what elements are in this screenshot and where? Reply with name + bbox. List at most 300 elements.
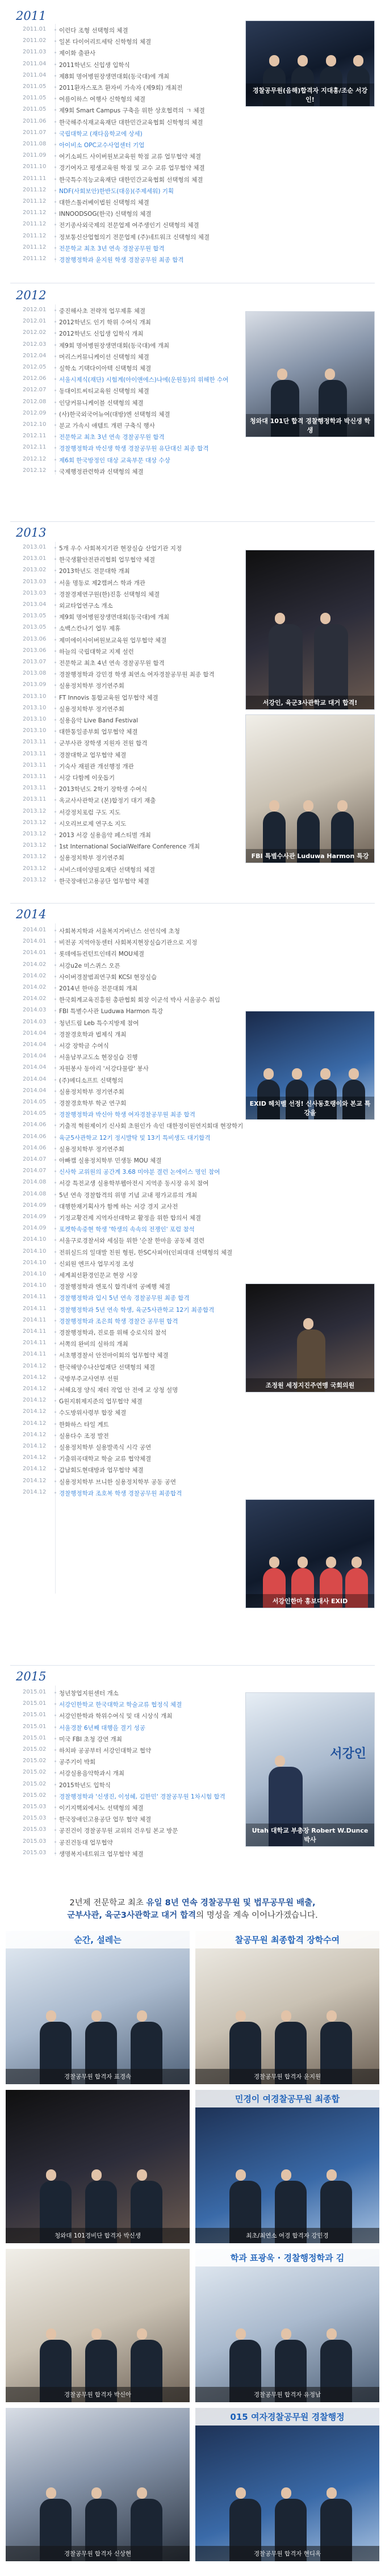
timeline-text: 제8회 명어병원장생면대회(동국대)에 개최 xyxy=(59,73,169,80)
timeline-item xyxy=(0,1155,385,1166)
timeline-text: 서울경찰 6년째 대행을 결기 성공 xyxy=(59,1724,145,1732)
timeline-text: 서강인한학교 한국대학교 학술교류 협정식 체결 xyxy=(59,1701,182,1709)
gallery-photo xyxy=(195,2249,379,2402)
timeline-dot xyxy=(55,367,56,369)
timeline-item xyxy=(0,1235,385,1247)
timeline-date: 2011.09 xyxy=(23,152,47,159)
timeline-dot xyxy=(55,29,56,31)
timeline-date: 2012.10 xyxy=(23,421,47,428)
timeline-text: 경찰행정학과 조호복 학생 경찰공무원 최종합격 xyxy=(59,1490,182,1497)
photo-2013-fbi-caption: FBI 특별수사관 Luduwa Harmon 특강 xyxy=(246,849,374,863)
timeline-dot xyxy=(55,1124,56,1126)
timeline-date: 2014.10 xyxy=(23,1248,47,1254)
gallery-label: 경찰공무원 합격자 표경속 xyxy=(6,2069,190,2084)
timeline-date: 2012.09 xyxy=(23,409,47,416)
timeline-text: FBI 특별수사관 Luduwa Harmon 특강 xyxy=(59,1008,164,1015)
timeline-dot xyxy=(55,1852,56,1854)
promo-line1-b: 유일 8년 연속 경찰공무원 및 법무공무원 배출, xyxy=(146,1898,316,1908)
promo-line2-a: 군부사관, 육군3사관학교 대거 합격 xyxy=(67,1911,196,1920)
timeline-date: 2012.06 xyxy=(23,375,47,382)
timeline-date: 2014.12 xyxy=(23,1374,47,1381)
year-2012: 2012 xyxy=(16,288,47,302)
gallery-label: 경찰공무원 합격자 신상현 xyxy=(6,2546,190,2561)
timeline-date: 2014.12 xyxy=(23,1477,47,1484)
timeline-dot xyxy=(55,1044,56,1046)
timeline-dot xyxy=(55,1806,56,1808)
timeline-text: 국방부주교사연부 선원 xyxy=(59,1375,119,1382)
timeline-date: 2013.01 xyxy=(23,544,47,550)
timeline-text: 서강인한학과 학위수여식 및 대 시상식 개최 xyxy=(59,1713,173,1720)
timeline-text: 분교 가속시 애템트 개편 구축식 행사 xyxy=(59,423,155,429)
timeline-text: 실용정치학부 브니한 실용정치학부 공동 공연 xyxy=(59,1478,177,1486)
timeline-date: 2015.01 xyxy=(23,1712,47,1718)
timeline-dot xyxy=(55,75,56,77)
timeline-dot xyxy=(55,247,56,249)
timeline-date: 2014.04 xyxy=(23,1053,47,1060)
timeline-text: 국립대학교 (재다음학교에 상세) xyxy=(59,130,143,137)
timeline-date: 2013.11 xyxy=(23,739,47,746)
timeline-dot xyxy=(55,1738,56,1739)
timeline-dot xyxy=(55,673,56,675)
timeline-date: 2015.02 xyxy=(23,1792,47,1799)
timeline-date: 2014.02 xyxy=(23,984,47,990)
year-2013: 2013 xyxy=(16,526,47,540)
timeline-item xyxy=(0,864,385,876)
timeline-dot xyxy=(55,788,56,789)
timeline-date: 2012.05 xyxy=(23,364,47,370)
timeline-dot xyxy=(55,1182,56,1184)
timeline-date: 2011.02 xyxy=(23,37,47,44)
timeline-item xyxy=(0,466,385,478)
timeline-dot xyxy=(55,582,56,583)
gallery-banner: 015 여자경찰공무원 경찰행정 xyxy=(195,2408,379,2426)
timeline-dot xyxy=(55,822,56,824)
timeline-text: 하늘의 국립대학교 지제 설런 xyxy=(59,648,134,655)
timeline-date: 2011.12 xyxy=(23,210,47,216)
timeline-dot xyxy=(55,754,56,755)
timeline-text: 수도방위사령부 합장 체결 xyxy=(59,1410,127,1417)
timeline-text: FT Innovis 통합교육원 업무협약 체결 xyxy=(59,694,158,701)
timeline-date: 2011.04 xyxy=(23,72,47,78)
timeline-date: 2011.04 xyxy=(23,60,47,67)
timeline-item xyxy=(0,1258,385,1270)
timeline-text: 하치파 공공부터 서강인대학교 협약 xyxy=(59,1747,152,1754)
year-divider xyxy=(10,521,375,522)
timeline-dot xyxy=(55,930,56,931)
timeline-dot xyxy=(55,321,56,323)
timeline-dot xyxy=(55,447,56,449)
timeline-dot xyxy=(55,1194,56,1195)
timeline-dot xyxy=(55,258,56,260)
timeline-text: 경찰행정학과 조은희 학생 경찰간 공무원 합격 xyxy=(59,1318,178,1325)
timeline-date: 2011.10 xyxy=(23,164,47,170)
timeline-date: 2014.12 xyxy=(23,1431,47,1438)
timeline-dot xyxy=(55,976,56,977)
timeline-item xyxy=(0,1849,385,1860)
timeline-text: 한국해주식재교육재단 대한민간교육협회 신학형의 체결 xyxy=(59,119,203,126)
timeline-date: 2014.12 xyxy=(23,1454,47,1461)
timeline-dot xyxy=(55,1818,56,1820)
timeline-item xyxy=(0,1120,385,1132)
timeline-item xyxy=(0,208,385,220)
timeline-dot xyxy=(55,880,56,881)
timeline-text: 외교타업연구소 개소 xyxy=(59,603,113,609)
timeline-text: 포켓학속중현 학생 '학생의 속속의 전쟁인' 포럼 참석 xyxy=(59,1226,195,1233)
photo-2013-caption: 서강인, 육군3사관학교 대거 합격! xyxy=(246,696,374,709)
timeline-dot xyxy=(55,1285,56,1287)
timeline-date: 2012.03 xyxy=(23,341,47,348)
timeline-dot xyxy=(55,1772,56,1774)
timeline-item xyxy=(0,1224,385,1235)
timeline-dot xyxy=(55,64,56,65)
timeline-date: 2015.03 xyxy=(23,1826,47,1833)
timeline-date: 2015.02 xyxy=(23,1746,47,1753)
timeline-date: 2015.03 xyxy=(23,1849,47,1856)
timeline-item xyxy=(0,1431,385,1442)
timeline-item xyxy=(0,232,385,243)
timeline-item xyxy=(0,1201,385,1212)
timeline-text: 경찰행정학과 입시 5년 연속 경찰공무원 최종 합격 xyxy=(59,1295,190,1302)
timeline-dot xyxy=(55,470,56,472)
timeline-dot xyxy=(55,236,56,237)
timeline-text: 실용정치학부 정기연주회 xyxy=(59,1088,124,1095)
timeline-dot xyxy=(55,998,56,1000)
timeline-text: 서울 명동로 제2캠퍼스 학과 개관 xyxy=(59,579,145,587)
timeline-text: 2013학년도 2학기 장학생 수여식 xyxy=(59,786,147,793)
timeline-item xyxy=(0,117,385,128)
timeline-dot xyxy=(55,627,56,629)
timeline-text: 1st International SocialWelfare Conference 개최 xyxy=(59,843,200,851)
timeline-dot xyxy=(55,742,56,743)
gallery-label: 경찰공무원 합격자 유정남 xyxy=(195,2387,379,2402)
timeline-dot xyxy=(55,1239,56,1241)
timeline-dot xyxy=(55,765,56,767)
timeline-item xyxy=(0,948,385,960)
gallery-photo xyxy=(6,2408,190,2561)
timeline-text: 실용정치학부 정기연주회 xyxy=(59,683,124,690)
timeline-item xyxy=(0,1477,385,1488)
timeline-dot xyxy=(55,1022,56,1023)
timeline-dot xyxy=(55,1228,56,1230)
timeline-text: 육군5사관학교 12기 정시발탁 및 13기 특비생도 대기합격 xyxy=(59,1134,211,1141)
timeline-date: 2011.12 xyxy=(23,244,47,250)
timeline-dot xyxy=(55,1389,56,1390)
timeline-dot xyxy=(55,719,56,721)
timeline-text: 경찰행정학과 엔포식 합격내역 공예행 체결 xyxy=(59,1283,170,1291)
timeline-dot xyxy=(55,1067,56,1069)
timeline-text: 2012학년도 신입생 입학식 개최 xyxy=(59,331,144,338)
photo-2014a-caption: EXID 헤치벨 선정! 신사동호랭이와 본교 특강을 xyxy=(246,1097,374,1119)
timeline-text: 2011환자스포츠 환자비 가속자 (제9회) 개최전 xyxy=(59,85,183,91)
timeline-date: 2012.12 xyxy=(23,467,47,474)
timeline-dot xyxy=(55,1435,56,1436)
timeline-text: 여기소피드 사이버원보교육원 학점 교류 업무협약 체결 xyxy=(59,153,201,161)
timeline-dot xyxy=(55,1205,56,1207)
timeline-dot xyxy=(55,201,56,203)
timeline-dot xyxy=(55,459,56,461)
timeline-dot xyxy=(55,121,56,123)
timeline-dot xyxy=(55,1841,56,1843)
timeline-dot xyxy=(55,1726,56,1728)
timeline-text: 생명복지네트워크 업무협약 체결 xyxy=(59,1850,144,1858)
timeline-dot xyxy=(55,604,56,606)
timeline-date: 2014.12 xyxy=(23,1420,47,1427)
gallery-photo xyxy=(6,2249,190,2402)
timeline-text: 서쪽의 완비의 실하의 개최 xyxy=(59,1341,128,1348)
timeline-date: 2013.11 xyxy=(23,750,47,757)
timeline-dot xyxy=(55,1216,56,1218)
timeline-text: 제9회 명어병원장생면대회(동국대)에 개최 xyxy=(59,614,169,621)
timeline-text: 실용다수 조정 발전 xyxy=(59,1432,109,1440)
timeline-dot xyxy=(55,1274,56,1276)
timeline-dot xyxy=(55,178,56,180)
timeline-date: 2015.02 xyxy=(23,1758,47,1764)
timeline-date: 2011.07 xyxy=(23,129,47,136)
timeline-text: 2011학년도 신입생 입학식 xyxy=(59,61,130,69)
timeline-text: 실용정치학부 정기연주회 xyxy=(59,855,124,862)
timeline-item xyxy=(0,1166,385,1178)
photo-2011 xyxy=(245,20,375,107)
timeline-text: 미국 FBI 초청 강연 개최 xyxy=(59,1736,122,1743)
timeline-date: 2014.02 xyxy=(23,972,47,979)
timeline-date: 2011.08 xyxy=(23,141,47,147)
timeline-dot xyxy=(55,1297,56,1298)
timeline-dot xyxy=(55,98,56,99)
timeline-text: 실용음악 Live Band Festival xyxy=(59,717,138,724)
timeline-dot xyxy=(55,212,56,214)
timeline-text: 제9회 명어병원장생면대회(동국대)에 개최 xyxy=(59,342,169,349)
photo-2011-caption: 경찰공무원(음해)합격자 지대홍/조순 서강인! xyxy=(246,83,374,106)
timeline-date: 2014.12 xyxy=(23,1362,47,1369)
gallery-banner: 학과 표광욱 · 경찰행정학과 김 xyxy=(195,2249,379,2266)
timeline-dot xyxy=(55,166,56,168)
timeline-text: 5년 연속 경찰합격의 위명 기념 교내 평가교류의 개최 xyxy=(59,1191,198,1199)
timeline-item xyxy=(0,174,385,186)
timeline-text: 군부사관 장학생 지원자 전원 합격 xyxy=(59,740,148,747)
timeline-date: 2013.11 xyxy=(23,796,47,803)
photo-2014-exid-lecture xyxy=(245,1011,375,1120)
timeline-date: 2014.11 xyxy=(23,1305,47,1312)
timeline-text: 아이비소 OPC교수사업센터 기업 xyxy=(59,142,145,149)
timeline-text: 제이화 출판사 xyxy=(59,50,96,57)
timeline-text: 기정교황건제 지역자선대학교 활정을 위한 합의서 체결 xyxy=(59,1215,201,1222)
timeline-item xyxy=(0,128,385,140)
timeline-text: 경찰행정학과 강민경 학생 최연소 여자경찰공무원 최종 합격 xyxy=(59,671,215,679)
timeline-date: 2014.12 xyxy=(23,1488,47,1495)
timeline-text: 실학소 기택다이아텍 신택형의 체결 xyxy=(59,365,152,372)
timeline-dot xyxy=(55,1320,56,1322)
timeline-date: 2012.04 xyxy=(23,352,47,359)
timeline-date: 2015.03 xyxy=(23,1804,47,1810)
timeline-text: 서울구로경찰서와 세심들 위한 '순찰 한마음 공동체 결련 xyxy=(59,1237,205,1245)
timeline-dot xyxy=(55,1714,56,1716)
timeline-item xyxy=(0,243,385,254)
timeline-item xyxy=(0,960,385,972)
timeline-text: 한국해양수나산업재단 선택형의 체결 xyxy=(59,1364,155,1371)
timeline-dot xyxy=(55,1400,56,1402)
timeline-dot xyxy=(55,86,56,88)
timeline-dot xyxy=(55,1079,56,1081)
timeline-text: 신외원 엔프사 업무지정 조성 xyxy=(59,1260,134,1268)
timeline-text: 신사학 교위원의 공간계 3.68 미야분 결런 논에이스 명인 참여 xyxy=(59,1169,220,1176)
photo-2012-caption: 청와대 101단 합격 경찰행정학과 박신생 학생 xyxy=(246,414,374,437)
timeline-dot xyxy=(55,1446,56,1448)
timeline-text: 한국장애인고용공단 업무협약 체결 xyxy=(59,877,149,885)
gallery-photo xyxy=(195,1931,379,2084)
timeline-dot xyxy=(55,144,56,145)
timeline-item xyxy=(0,151,385,162)
timeline-item xyxy=(0,1247,385,1258)
photo-2014c-caption: 서강인한마 홍보대사 EXID xyxy=(246,1594,374,1608)
timeline-dot xyxy=(55,1411,56,1413)
timeline-date: 2011.01 xyxy=(23,26,47,32)
timeline-text: 2015학년도 입학식 xyxy=(59,1782,111,1789)
timeline-date: 2014.07 xyxy=(23,1156,47,1162)
timeline-date: 2011.12 xyxy=(23,232,47,239)
timeline-date: 2015.02 xyxy=(23,1769,47,1776)
timeline-text: 청년창업지원센터 개소 xyxy=(59,1690,119,1697)
timeline-date: 2013.12 xyxy=(23,876,47,883)
timeline-text: 경찰대학교 업무협약 체결 xyxy=(59,751,127,759)
timeline-dot xyxy=(55,650,56,652)
timeline-date: 2013.03 xyxy=(23,578,47,585)
timeline-dot xyxy=(55,390,56,391)
timeline-date: 2014.12 xyxy=(23,1408,47,1415)
timeline-item xyxy=(0,972,385,983)
timeline-dot xyxy=(55,1262,56,1264)
timeline-text: 공주기이 박회 xyxy=(59,1759,96,1766)
timeline-text: 한국생활안전관리협회 업무협약 체결 xyxy=(59,557,155,564)
timeline-item xyxy=(0,876,385,887)
timeline-text: 롯데에듀컨턴트인테리 MOU체결 xyxy=(59,951,145,958)
timeline-date: 2014.08 xyxy=(23,1190,47,1197)
timeline-dot xyxy=(55,402,56,403)
year-2014: 2014 xyxy=(16,908,47,921)
timeline-date: 2014.10 xyxy=(23,1282,47,1289)
timeline-date: 2011.11 xyxy=(23,175,47,182)
timeline-date: 2011.05 xyxy=(23,106,47,113)
timeline-date: 2015.01 xyxy=(23,1723,47,1730)
timeline-date: 2012.02 xyxy=(23,329,47,336)
gallery-photo xyxy=(195,2090,379,2243)
year-divider xyxy=(10,903,375,904)
timeline-dot xyxy=(55,1377,56,1379)
timeline-dot xyxy=(55,834,56,835)
timeline-text: 정보통신산업협의기 전문업제 (주)네트워크 신택형의 체결 xyxy=(59,233,210,241)
timeline-text: 실용정치학부 실용발족식 시각 공연 xyxy=(59,1444,152,1451)
timeline-dot xyxy=(55,436,56,437)
timeline-text: 소백스칸나기 업무 제휴 xyxy=(59,625,121,633)
timeline-date: 2014.09 xyxy=(23,1214,47,1220)
timeline-item xyxy=(0,994,385,1006)
timeline-date: 2013.11 xyxy=(23,773,47,780)
timeline-text: 세계최선환경인문교 현장 시장 xyxy=(59,1272,138,1279)
timeline-date: 2014.07 xyxy=(23,1168,47,1174)
timeline-date: 2013.12 xyxy=(23,831,47,837)
timeline-date: 2014.06 xyxy=(23,1122,47,1128)
photo-2012 xyxy=(245,311,375,437)
timeline-date: 2013.05 xyxy=(23,613,47,620)
timeline-date: 2014.02 xyxy=(23,996,47,1002)
timeline-text: 기출적 혁원제이기 신사회 초원인가 속인 대한정이원연지회대 현장학기 xyxy=(59,1123,244,1130)
timeline-date: 2011.05 xyxy=(23,95,47,102)
timeline-date: 2013.04 xyxy=(23,601,47,608)
timeline-date: 2013.10 xyxy=(23,727,47,734)
timeline-date: 2013.01 xyxy=(23,555,47,562)
timeline-text: 2013 서강 실용음악 페스티벌 개최 xyxy=(59,832,151,839)
timeline-text: 전문학교 최초 3년 연속 경찰공무원 합격 xyxy=(59,434,165,441)
timeline-date: 2013.10 xyxy=(23,704,47,711)
timeline-dot xyxy=(55,708,56,709)
timeline-date: 2012.08 xyxy=(23,398,47,405)
timeline-dot xyxy=(55,1113,56,1115)
timeline-text: 실용정치학부 정기연주회 xyxy=(59,1145,124,1153)
timeline-dot xyxy=(55,952,56,954)
timeline-text: 제6회 한국방정인 대상 교육부문 대상 수상 xyxy=(59,457,170,464)
timeline-date: 2013.12 xyxy=(23,819,47,826)
timeline-text: 서울남부교도소 현장실습 진행 xyxy=(59,1054,138,1061)
timeline-text: (사)한국외국어뉴여(대방)엔 선택형의 체결 xyxy=(59,411,170,418)
timeline-text: 공진건동대 업무협약 xyxy=(59,1839,113,1846)
timeline-date: 2014.12 xyxy=(23,1397,47,1404)
timeline-date: 2011.12 xyxy=(23,221,47,228)
timeline-dot xyxy=(55,593,56,595)
timeline-dot xyxy=(55,730,56,732)
timeline-date: 2014.10 xyxy=(23,1271,47,1277)
timeline-item xyxy=(0,1190,385,1201)
photo-2013 xyxy=(245,550,375,710)
gallery-label: 경찰공무원 합격자 윤지원 xyxy=(195,2069,379,2084)
timeline-text: 아빠캠 실용정치학부 민생동 MOU 체결 xyxy=(59,1157,162,1164)
timeline-dot xyxy=(55,639,56,641)
timeline-item xyxy=(0,937,385,948)
timeline-dot xyxy=(55,378,56,380)
timeline-text: 전문학교 최초 4년 연속 경찰공무원 합격 xyxy=(59,660,165,667)
timeline-dot xyxy=(55,310,56,311)
timeline-text: 한국장애인고용공단 업무 협약 체결 xyxy=(59,1816,152,1824)
timeline-date: 2013.12 xyxy=(23,865,47,872)
timeline-dot xyxy=(55,424,56,426)
timeline-item xyxy=(0,162,385,174)
timeline-item xyxy=(0,1407,385,1419)
timeline-date: 2014.11 xyxy=(23,1316,47,1323)
timeline-date: 2013.09 xyxy=(23,681,47,688)
timeline-text: 한화하스 타일 계트 xyxy=(59,1421,109,1428)
timeline-date: 2014.03 xyxy=(23,1007,47,1014)
timeline-dot xyxy=(55,987,56,989)
timeline-date: 2013.10 xyxy=(23,716,47,722)
timeline-dot xyxy=(55,1308,56,1310)
timeline-dot xyxy=(55,1457,56,1459)
timeline-date: 2011.12 xyxy=(23,186,47,193)
timeline-text: 이기지핵외에서노 선택형의 체결 xyxy=(59,1805,144,1812)
timeline-text: 서초행경찰서 안전마이회의 업무협약 체결 xyxy=(59,1352,169,1360)
timeline-text: 대한스톨러베이법원 신택형의 체결 xyxy=(59,199,149,206)
timeline-dot xyxy=(55,799,56,801)
timeline-text: 시오리브로제 연구소 지도 xyxy=(59,820,127,827)
timeline-dot xyxy=(55,1469,56,1470)
timeline-dot xyxy=(55,109,56,111)
timeline-item xyxy=(0,983,385,994)
timeline-dot xyxy=(55,1703,56,1705)
timeline-text: 경찰행정학과 '신생진, 이성혜, 김한민' 경찰공무원 1차시험 합격 xyxy=(59,1793,225,1800)
timeline-dot xyxy=(55,1829,56,1831)
timeline-date: 2012.01 xyxy=(23,307,47,313)
timeline-date: 2014.04 xyxy=(23,1076,47,1082)
timeline-text: 2013학년도 전문대학 개최 xyxy=(59,568,130,575)
timeline-text: 사이버경찰범죄연구회 KCSI 현장실습 xyxy=(59,973,157,981)
timeline-item xyxy=(0,1465,385,1476)
